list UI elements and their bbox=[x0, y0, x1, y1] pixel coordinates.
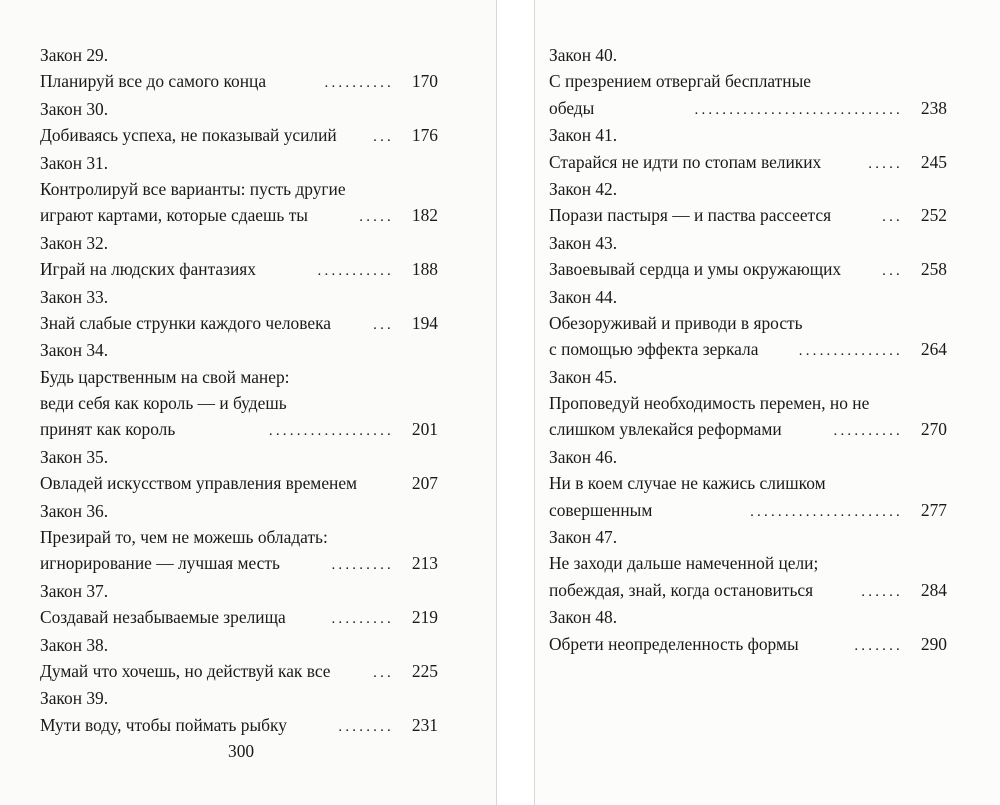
law-title-text: Обрети неопределенность формы bbox=[549, 633, 799, 654]
law-title-line bbox=[549, 202, 947, 228]
dot-leader: ...... bbox=[861, 583, 903, 600]
law-title-line bbox=[549, 149, 947, 175]
toc-entry bbox=[549, 364, 947, 443]
law-title-line bbox=[549, 336, 947, 362]
page-ref: 252 bbox=[920, 205, 947, 226]
page-ref: 284 bbox=[920, 579, 947, 600]
law-title-line: веди себя как король — и будешь bbox=[40, 393, 287, 414]
page-ref: 207 bbox=[411, 473, 438, 494]
toc-entry bbox=[549, 524, 947, 603]
dot-leader: .................. bbox=[268, 423, 394, 440]
law-title-line bbox=[40, 416, 438, 442]
law-title-text: принят как король bbox=[40, 419, 176, 440]
law-number: Закон 46. bbox=[549, 446, 618, 467]
dot-leader: .............................. bbox=[694, 101, 903, 118]
toc-entry bbox=[40, 96, 438, 149]
toc-entry bbox=[40, 337, 438, 443]
law-number: Закон 41. bbox=[549, 125, 618, 146]
toc-entry bbox=[549, 444, 947, 523]
law-number: Закон 33. bbox=[40, 286, 109, 307]
toc-entry bbox=[40, 444, 438, 497]
page-ref: 245 bbox=[920, 151, 947, 172]
page-ref: 270 bbox=[920, 419, 947, 440]
law-title-text: Завоевывай сердца и умы окружающих bbox=[549, 259, 842, 280]
law-number: Закон 39. bbox=[40, 688, 109, 709]
page-ref: 277 bbox=[920, 499, 947, 520]
toc-entry bbox=[549, 604, 947, 657]
law-title-line bbox=[40, 202, 438, 228]
toc-entry bbox=[549, 122, 947, 175]
toc-entry bbox=[40, 150, 438, 229]
law-number: Закон 36. bbox=[40, 500, 109, 521]
law-title-line: Проповедуй необходимость перемен, но не bbox=[549, 393, 870, 414]
left-page bbox=[0, 0, 497, 805]
law-title-line bbox=[40, 658, 438, 684]
toc-entry bbox=[40, 230, 438, 283]
law-title-text: слишком увлекайся реформами bbox=[549, 419, 782, 440]
dot-leader: ... bbox=[882, 263, 903, 280]
law-title-line bbox=[549, 497, 947, 523]
law-title-text: Создавай незабываемые зрелища bbox=[40, 607, 286, 628]
page-ref: 182 bbox=[411, 205, 438, 226]
toc-entry bbox=[40, 632, 438, 685]
law-title-line bbox=[40, 310, 438, 336]
page-ref: 238 bbox=[920, 97, 947, 118]
right-page bbox=[534, 0, 1000, 805]
law-title-line bbox=[549, 416, 947, 442]
law-title-text: Мути воду, чтобы поймать рыбку bbox=[40, 714, 287, 735]
law-title-line bbox=[40, 550, 438, 576]
toc-list-right bbox=[549, 42, 947, 658]
page-ref: 201 bbox=[411, 419, 438, 440]
page-ref: 194 bbox=[411, 312, 438, 333]
law-number: Закон 42. bbox=[549, 178, 618, 199]
law-number: Закон 32. bbox=[40, 232, 109, 253]
dot-leader: ... bbox=[373, 316, 394, 333]
toc-entry bbox=[549, 176, 947, 229]
dot-leader: ....... bbox=[854, 637, 903, 654]
law-title-line bbox=[549, 95, 947, 121]
dot-leader: .......... bbox=[324, 75, 394, 92]
dot-leader: .......... bbox=[833, 423, 903, 440]
law-title-text: играют картами, которые сдаешь ты bbox=[40, 205, 308, 226]
dot-leader: ..... bbox=[868, 155, 903, 172]
law-title-line: Контролируй все варианты: пусть другие bbox=[40, 178, 346, 199]
toc-entry bbox=[40, 498, 438, 577]
page-ref: 258 bbox=[920, 259, 947, 280]
page-ref: 225 bbox=[411, 660, 438, 681]
dot-leader: ......... bbox=[331, 611, 394, 628]
law-title-text: побеждая, знай, когда остановиться bbox=[549, 579, 814, 600]
page-ref: 219 bbox=[411, 607, 438, 628]
dot-leader: ... bbox=[373, 129, 394, 146]
law-title-line bbox=[549, 631, 947, 657]
law-number: Закон 47. bbox=[549, 527, 618, 548]
law-number: Закон 31. bbox=[40, 152, 109, 173]
law-title-text: Овладей искусством управления временем bbox=[40, 473, 358, 494]
law-title-text: Добиваясь успеха, не показывай усилий bbox=[40, 125, 337, 146]
law-title-line: Будь царственным на свой манер: bbox=[40, 366, 290, 387]
law-title-text: Думай что хочешь, но действуй как все bbox=[40, 660, 331, 681]
law-title-line bbox=[40, 256, 438, 282]
dot-leader: ...................... bbox=[750, 503, 903, 520]
law-title-text: совершенным bbox=[549, 499, 653, 520]
toc-entry bbox=[549, 230, 947, 283]
law-title-line: Не заходи дальше намеченной цели; bbox=[549, 553, 819, 574]
page-ref: 213 bbox=[411, 553, 438, 574]
law-title-text: игнорирование — лучшая месть bbox=[40, 553, 280, 574]
law-title-text: обеды bbox=[549, 97, 595, 118]
law-title-line bbox=[40, 604, 438, 630]
dot-leader: ........... bbox=[317, 263, 394, 280]
toc-entry bbox=[40, 284, 438, 337]
page-ref: 264 bbox=[920, 339, 947, 360]
law-number: Закон 30. bbox=[40, 98, 109, 119]
page-number: 300 bbox=[228, 741, 255, 761]
law-title-line: Презирай то, чем не можешь обладать: bbox=[40, 527, 328, 548]
law-title-text: Старайся не идти по стопам великих bbox=[549, 151, 822, 172]
page-ref: 231 bbox=[411, 714, 438, 735]
law-number: Закон 38. bbox=[40, 634, 109, 655]
toc-entry bbox=[549, 284, 947, 363]
page-ref: 290 bbox=[920, 633, 947, 654]
law-title-text: Планируй все до самого конца bbox=[40, 71, 267, 92]
law-title-text: с помощью эффекта зеркала bbox=[549, 339, 759, 360]
law-title-line: Ни в коем случае не кажись слишком bbox=[549, 473, 826, 494]
dot-leader: ......... bbox=[331, 557, 394, 574]
dot-leader: ........ bbox=[338, 718, 394, 735]
page-ref: 170 bbox=[411, 71, 438, 92]
law-number: Закон 40. bbox=[549, 45, 618, 65]
dot-leader: ... bbox=[373, 664, 394, 681]
page-ref: 188 bbox=[411, 259, 438, 280]
law-title-text: Порази пастыря — и паства рассеется bbox=[549, 205, 832, 226]
law-number: Закон 44. bbox=[549, 286, 618, 307]
law-title-text: Играй на людских фантазиях bbox=[40, 259, 256, 280]
book-gutter bbox=[497, 0, 534, 805]
dot-leader: ..... bbox=[359, 209, 394, 226]
law-number: Закон 29. bbox=[40, 45, 109, 65]
toc-entry bbox=[40, 42, 438, 95]
law-number: Закон 48. bbox=[549, 607, 618, 628]
law-title-line bbox=[40, 68, 438, 94]
law-number: Закон 35. bbox=[40, 446, 109, 467]
toc-entry bbox=[40, 578, 438, 631]
law-title-line bbox=[40, 470, 438, 496]
law-title-line bbox=[40, 122, 438, 148]
law-title-line: Обезоруживай и приводи в ярость bbox=[549, 312, 803, 333]
law-number: Закон 37. bbox=[40, 580, 109, 601]
toc-entry bbox=[40, 685, 438, 738]
law-title-line bbox=[40, 712, 438, 738]
law-number: Закон 34. bbox=[40, 340, 109, 361]
law-number: Закон 43. bbox=[549, 232, 618, 253]
toc-entry bbox=[549, 42, 947, 121]
toc-list-left bbox=[40, 42, 438, 739]
law-title-text: Знай слабые струнки каждого человека bbox=[40, 312, 331, 333]
dot-leader: ............... bbox=[798, 343, 903, 360]
law-title-line bbox=[549, 256, 947, 282]
dot-leader: ... bbox=[882, 209, 903, 226]
law-title-line: С презрением отвергай бесплатные bbox=[549, 71, 811, 92]
page-ref: 176 bbox=[411, 125, 438, 146]
law-number: Закон 45. bbox=[549, 366, 618, 387]
law-title-line bbox=[549, 577, 947, 603]
